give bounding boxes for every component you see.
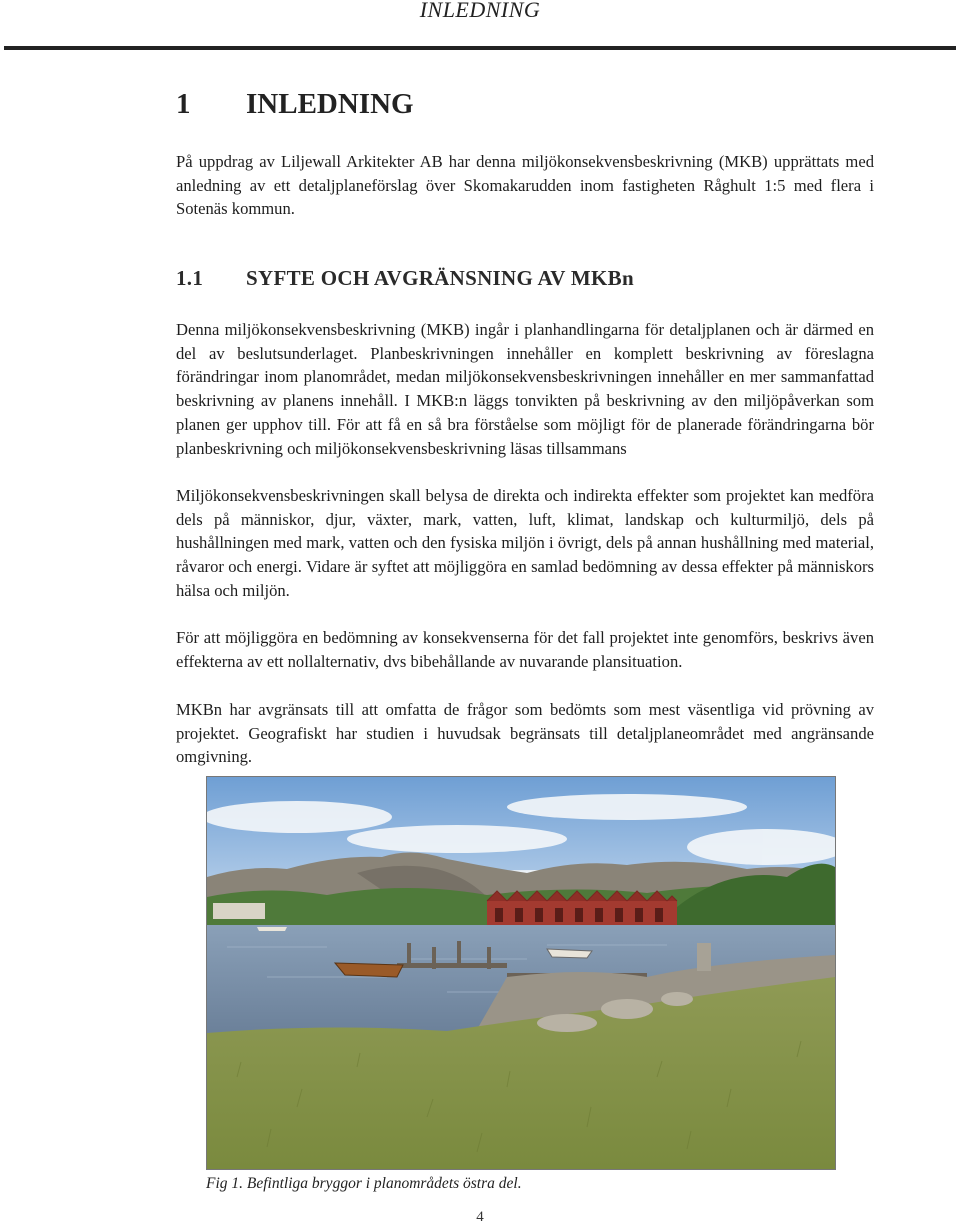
chapter-title: INLEDNING [246,88,414,120]
chapter-number: 1 [176,88,191,120]
figure-caption: Fig 1. Befintliga bryggor i planområdets östra del. [206,1175,522,1192]
section-number: 1.1 [176,266,204,290]
intro-paragraph: På uppdrag av Liljewall Arkitekter AB har denna miljökonsekvensbeskrivning (MKB) upprättats med anledning av ett detaljplaneförslag över Skomakarudden inom fastigheten Råghult 1:5 med flera i Sotenäs kommun. [176,152,874,219]
wooden-boat [335,963,403,977]
running-header: INLEDNING [419,0,541,22]
harbour-photo [206,776,836,1170]
section-heading [176,266,634,291]
page-number: 4 [476,1209,484,1225]
white-building [213,903,265,919]
small-boat-2 [257,927,287,931]
chapter-heading [176,88,414,121]
header-rule [4,46,956,50]
section-paragraph-1: Denna miljökonsekvensbeskrivning (MKB) ingår i planhandlingarna för detaljplanen och är därmed en del av beslutsunderlaget. Planbeskrivningen innehåller en komplett beskrivning av föreslagna förändringar inom planområdet, medan miljökonsekvensbeskrivningen innehåller en mer sammanfattad beskrivning av planens innehåll. I MKB:n läggs tonvikten på beskrivning av den miljöpåverkan som planen ger upphov till. För att få en så bra förståelse som möjligt för de planerade förändringarna bör planbeskrivning och miljökonsekvensbeskrivning läsas tillsammans [176,320,874,458]
section-paragraph-2: Miljökonsekvensbeskrivningen skall belysa de direkta och indirekta effekter som projektet kan medföra dels på människor, djur, växter, mark, vatten, luft, klimat, landskap och kulturmiljö, dels på hushållningen med mark, vatten och den fysiska miljön i övrigt, dels på annan hushållning med material, råvaror och energi. Vidare är syftet att möjliggöra en samlad bedömning av dessa effekter på människors hälsa och miljön. [176,486,874,600]
section-paragraph-4: MKBn har avgränsats till att omfatta de frågor som bedömts som mest väsentliga vid prövning av projektet. Geografiskt har studien i huvudsak begränsats till detaljplaneområdet med angränsande omgivning. [176,700,874,767]
harbour-photo-illustration [207,777,835,1169]
section-title: SYFTE OCH AVGRÄNSNING AV MKBn [246,266,634,290]
small-boat [547,949,592,958]
section-paragraph-3: För att möjliggöra en bedömning av konsekvenserna för det fall projektet inte genomförs, beskrivs även effekterna av ett nollalternativ, dvs bibehållande av nuvarande plansituation. [176,628,874,671]
